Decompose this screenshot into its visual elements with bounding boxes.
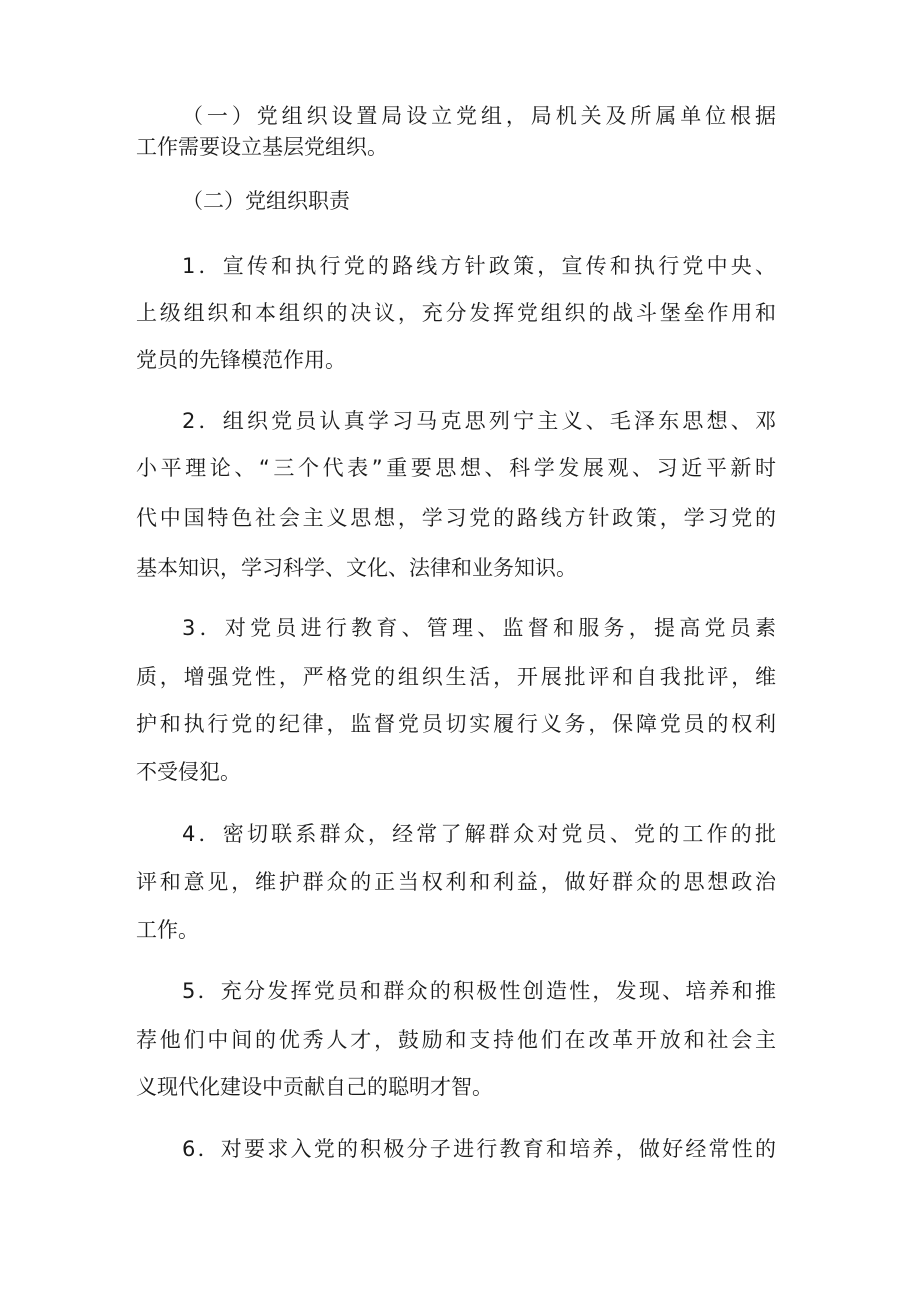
item-5-line-1: 5．充分发挥党员和群众的积极性创造性，发现、培养和推 — [182, 979, 776, 1003]
section-heading: （二）党组织职责 — [182, 189, 350, 213]
item-2-line-2: 小平理论、“三个代表”重要思想、科学发展观、习近平新时 — [136, 456, 776, 480]
item-2-line-1: 2．组织党员认真学习马克思列宁主义、毛泽东思想、邓 — [182, 409, 776, 433]
item-1-line-3: 党员的先锋模范作用。 — [136, 348, 346, 372]
item-3-line-3: 护和执行党的纪律，监督党员切实履行义务，保障党员的权利 — [136, 712, 776, 736]
item-5-line-3: 义现代化建设中贡献自己的聪明才智。 — [136, 1075, 493, 1099]
paragraph-1-line-2: 工作需要设立基层党组织。 — [136, 135, 388, 159]
item-6-line-1: 6．对要求入党的积极分子进行教育和培养，做好经常性的 — [182, 1137, 776, 1161]
item-2-line-4: 基本知识，学习科学、文化、法律和业务知识。 — [136, 556, 577, 580]
item-4-line-2: 评和意见，维护群众的正当权利和利益，做好群众的思想政治 — [136, 870, 776, 894]
item-4-line-1: 4．密切联系群众，经常了解群众对党员、党的工作的批 — [182, 822, 776, 846]
item-3-line-4: 不受侵犯。 — [136, 760, 241, 784]
item-3-line-2: 质，增强党性，严格党的组织生活，开展批评和自我批评，维 — [136, 665, 776, 689]
item-1-line-1: 1．宣传和执行党的路线方针政策，宣传和执行党中央、 — [182, 254, 776, 278]
paragraph-1-line-1: （一）党组织设置局设立党组，局机关及所属单位根据 — [182, 104, 776, 128]
item-3-line-1: 3．对党员进行教育、管理、监督和服务，提高党员素 — [182, 616, 776, 640]
item-5-line-2: 荐他们中间的优秀人才，鼓励和支持他们在改革开放和社会主 — [136, 1028, 776, 1052]
item-2-line-3: 代中国特色社会主义思想，学习党的路线方针政策，学习党的 — [136, 506, 776, 530]
item-4-line-3: 工作。 — [136, 918, 199, 942]
item-1-line-2: 上级组织和本组织的决议，充分发挥党组织的战斗堡垒作用和 — [136, 301, 776, 325]
